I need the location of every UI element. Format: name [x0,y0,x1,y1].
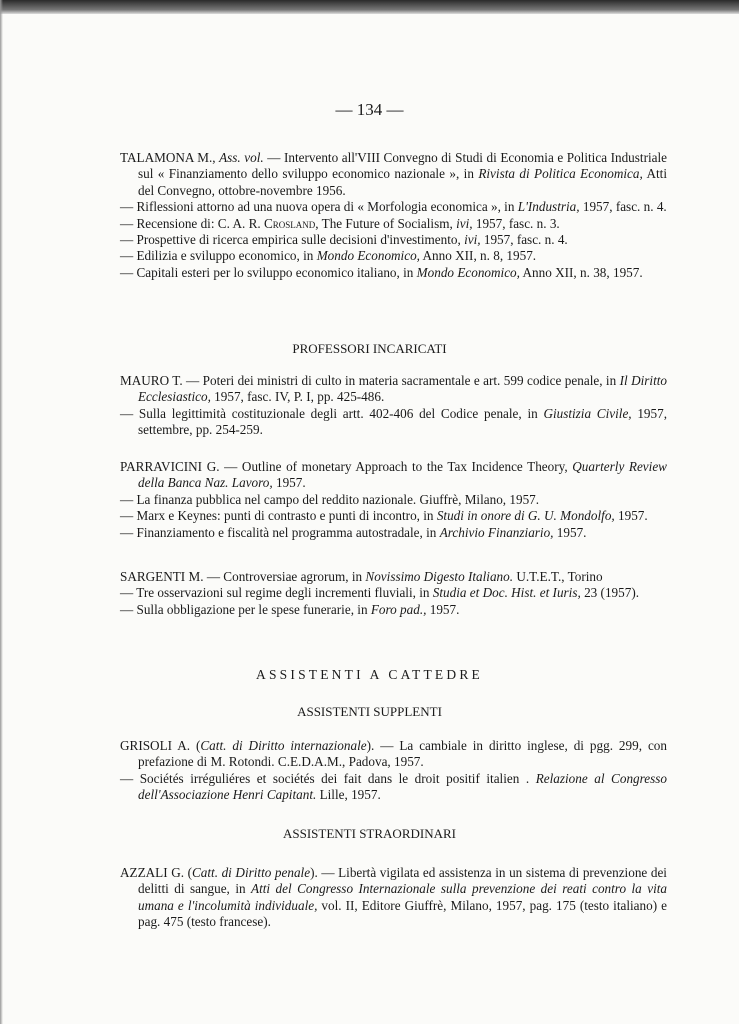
italic-title: Studi in onore di G. U. Mondolfo, [436,508,615,524]
italic-title: Quarterly Review della Banca Naz. Lavoro, [138,459,667,491]
entry-text: Anno XII, n. 38, 1957. [519,264,643,280]
entry-text: — Edilizia e sviluppo economico, in [120,248,317,264]
group-parravicini [120,459,667,541]
italic-title: Mondo Economico, [416,264,520,280]
entry-text: MAURO T. — Poteri dei ministri di culto in materia sacramentale e art. 599 codice penale, in [120,373,620,388]
bibliography-entry [120,508,667,524]
italic-title: Ass. vol. [219,150,264,165]
entry-text: — Sulla obbligazione per le spese funerarie, in [120,601,371,617]
entry-text: — Tre osservazioni sul regime degli incrementi fluviali, in [120,585,433,601]
bibliography-entry [120,248,667,264]
entry-text: SARGENTI M. — Controversiae agrorum, in [120,569,366,584]
bibliography-entry [120,406,667,439]
bibliography-entry [120,569,667,585]
heading-assistenti-straordinari: ASSISTENTI STRAORDINARI [283,826,456,841]
entry-text: — Marx e Keynes: punti di contrasto e punti di incontro, in [120,508,437,524]
entry-text: — Finanziamento e fiscalità nel programma autostradale, in [120,524,440,540]
entry-text: — Intervento all'VIII Convegno di Studi di Economia e Politica Industriale sul « Finanziamento dello sviluppo economico nazionale », in [138,150,667,182]
entry-text: — Recensione di: C. A. R. [120,215,264,231]
entry-text: 1957. [272,475,306,491]
entry-text: ). — La cambiale in diritto inglese, di pgg. 299, con prefazione di M. Rotondi. C.E.D.A.M., Padova, 1957. [138,738,667,770]
italic-title: ivi, [464,232,481,248]
bibliography-entry [120,865,667,931]
entry-text: TALAMONA M., [120,150,220,165]
scan-left-edge [0,0,3,1024]
entry-text: — Sulla legittimità costituzionale degli artt. 402-406 del Codice penale, in [120,405,544,421]
entry-text: U.T.E.T., Torino [513,569,603,584]
heading-assistenti-supplenti: ASSISTENTI SUPPLENTI [297,704,442,719]
italic-title: Foro pad., [370,601,427,617]
entry-text: 1957. [426,601,460,617]
entry-text: 1957, settembre, pp. 254-259. [138,405,667,438]
italic-title: Rivista di Politica Economica, [478,166,643,182]
bibliography-entry [120,738,667,771]
group-azzali [120,865,667,931]
entry-text: 1957. [553,524,587,540]
bibliography-entry [120,602,667,618]
entry-text: — Prospettive di ricerca empirica sulle decisioni d'investimento, [120,232,465,248]
heading-professori-incaricati: PROFESSORI INCARICATI [292,341,447,356]
entry-text: 1957, fasc. n. 3. [472,215,560,231]
bibliography-entry [120,199,667,215]
bibliography-entry [120,373,667,406]
italic-title: Studia et Doc. Hist. et Iuris, [432,585,581,601]
entry-text: , The Future of Socialism, [315,215,457,231]
author-name: Crosland [263,215,316,231]
entry-text: 1957. [614,508,648,524]
group-mauro [120,373,667,439]
entry-text: 23 (1957). [580,585,640,601]
entry-text: GRISOLI A. ( [120,738,201,753]
italic-title: Novissimo Digesto Italiano. [365,569,514,584]
italic-title: Atti del Congresso Internazionale sulla prevenzione dei reati contro la vita umana e l'incolumità individuale, [138,881,667,913]
entry-text: — Riflessioni attorno ad una nuova opera di « Morfologia economica », in [120,199,518,215]
italic-title: Mondo Economico, [316,248,420,264]
entry-text: 1957, fasc. n. 4. [480,232,568,248]
scan-top-edge [0,0,739,14]
entry-text: Anno XII, n. 8, 1957. [419,248,537,264]
entry-text: — La finanza pubblica nel campo del reddito nazionale. Giuffrè, Milano, 1957. [120,491,540,507]
entry-text: — Capitali esteri per lo sviluppo economico italiano, in [120,264,417,280]
entry-text: 1957, fasc. n. 4. [579,199,667,215]
italic-title: Catt. di Diritto penale [191,865,311,880]
italic-title: Catt. di Diritto internazionale [200,738,367,753]
italic-title: L'Industria, [517,199,580,215]
entry-text: 1957, fasc. IV, P. I, pp. 425-486. [210,389,385,405]
italic-title: Archivio Finanziario, [439,524,554,540]
entry-text: Lille, 1957. [316,787,381,803]
bibliography-entry [120,771,667,804]
page-number: — 134 — [335,100,404,119]
bibliography-entry [120,459,667,492]
entry-text: ). — Libertà vigilata ed assistenza in un sistema di prevenzione dei delitti di sangue, in [138,865,667,897]
group-grisoli [120,738,667,804]
entry-text: vol. II, Editore Giuffrè, Milano, 1957, pag. 175 (testo italiano) e pag. 475 (testo francese). [138,897,667,930]
bibliography-entry [120,492,667,508]
entry-text: AZZALI G. ( [120,865,192,880]
entry-text: — Sociétés irréguliéres et sociétés dei fait dans le droit positif italien . [120,770,536,786]
italic-title: Il Diritto Ecclesiastico, [138,373,667,405]
bibliography-entry [120,232,667,248]
entry-text: PARRAVICINI G. — Outline of monetary Approach to the Tax Incidence Theory, [120,459,573,474]
bibliography-entry [120,150,667,199]
group-talamona [120,150,667,281]
entry-text: Atti del Convegno, ottobre-novembre 1956. [138,166,667,198]
bibliography-entry [120,265,667,281]
bibliography-entry [120,585,667,601]
italic-title: Giustizia Civile, [543,405,632,421]
heading-assistenti-a-cattedre: ASSISTENTI A CATTEDRE [256,667,483,682]
bibliography-entry [120,525,667,541]
bibliography-entry [120,216,667,232]
group-sargenti [120,569,667,618]
italic-title: ivi, [456,215,473,231]
italic-title: Relazione al Congresso dell'Associazione Henri Capitant. [138,770,667,803]
